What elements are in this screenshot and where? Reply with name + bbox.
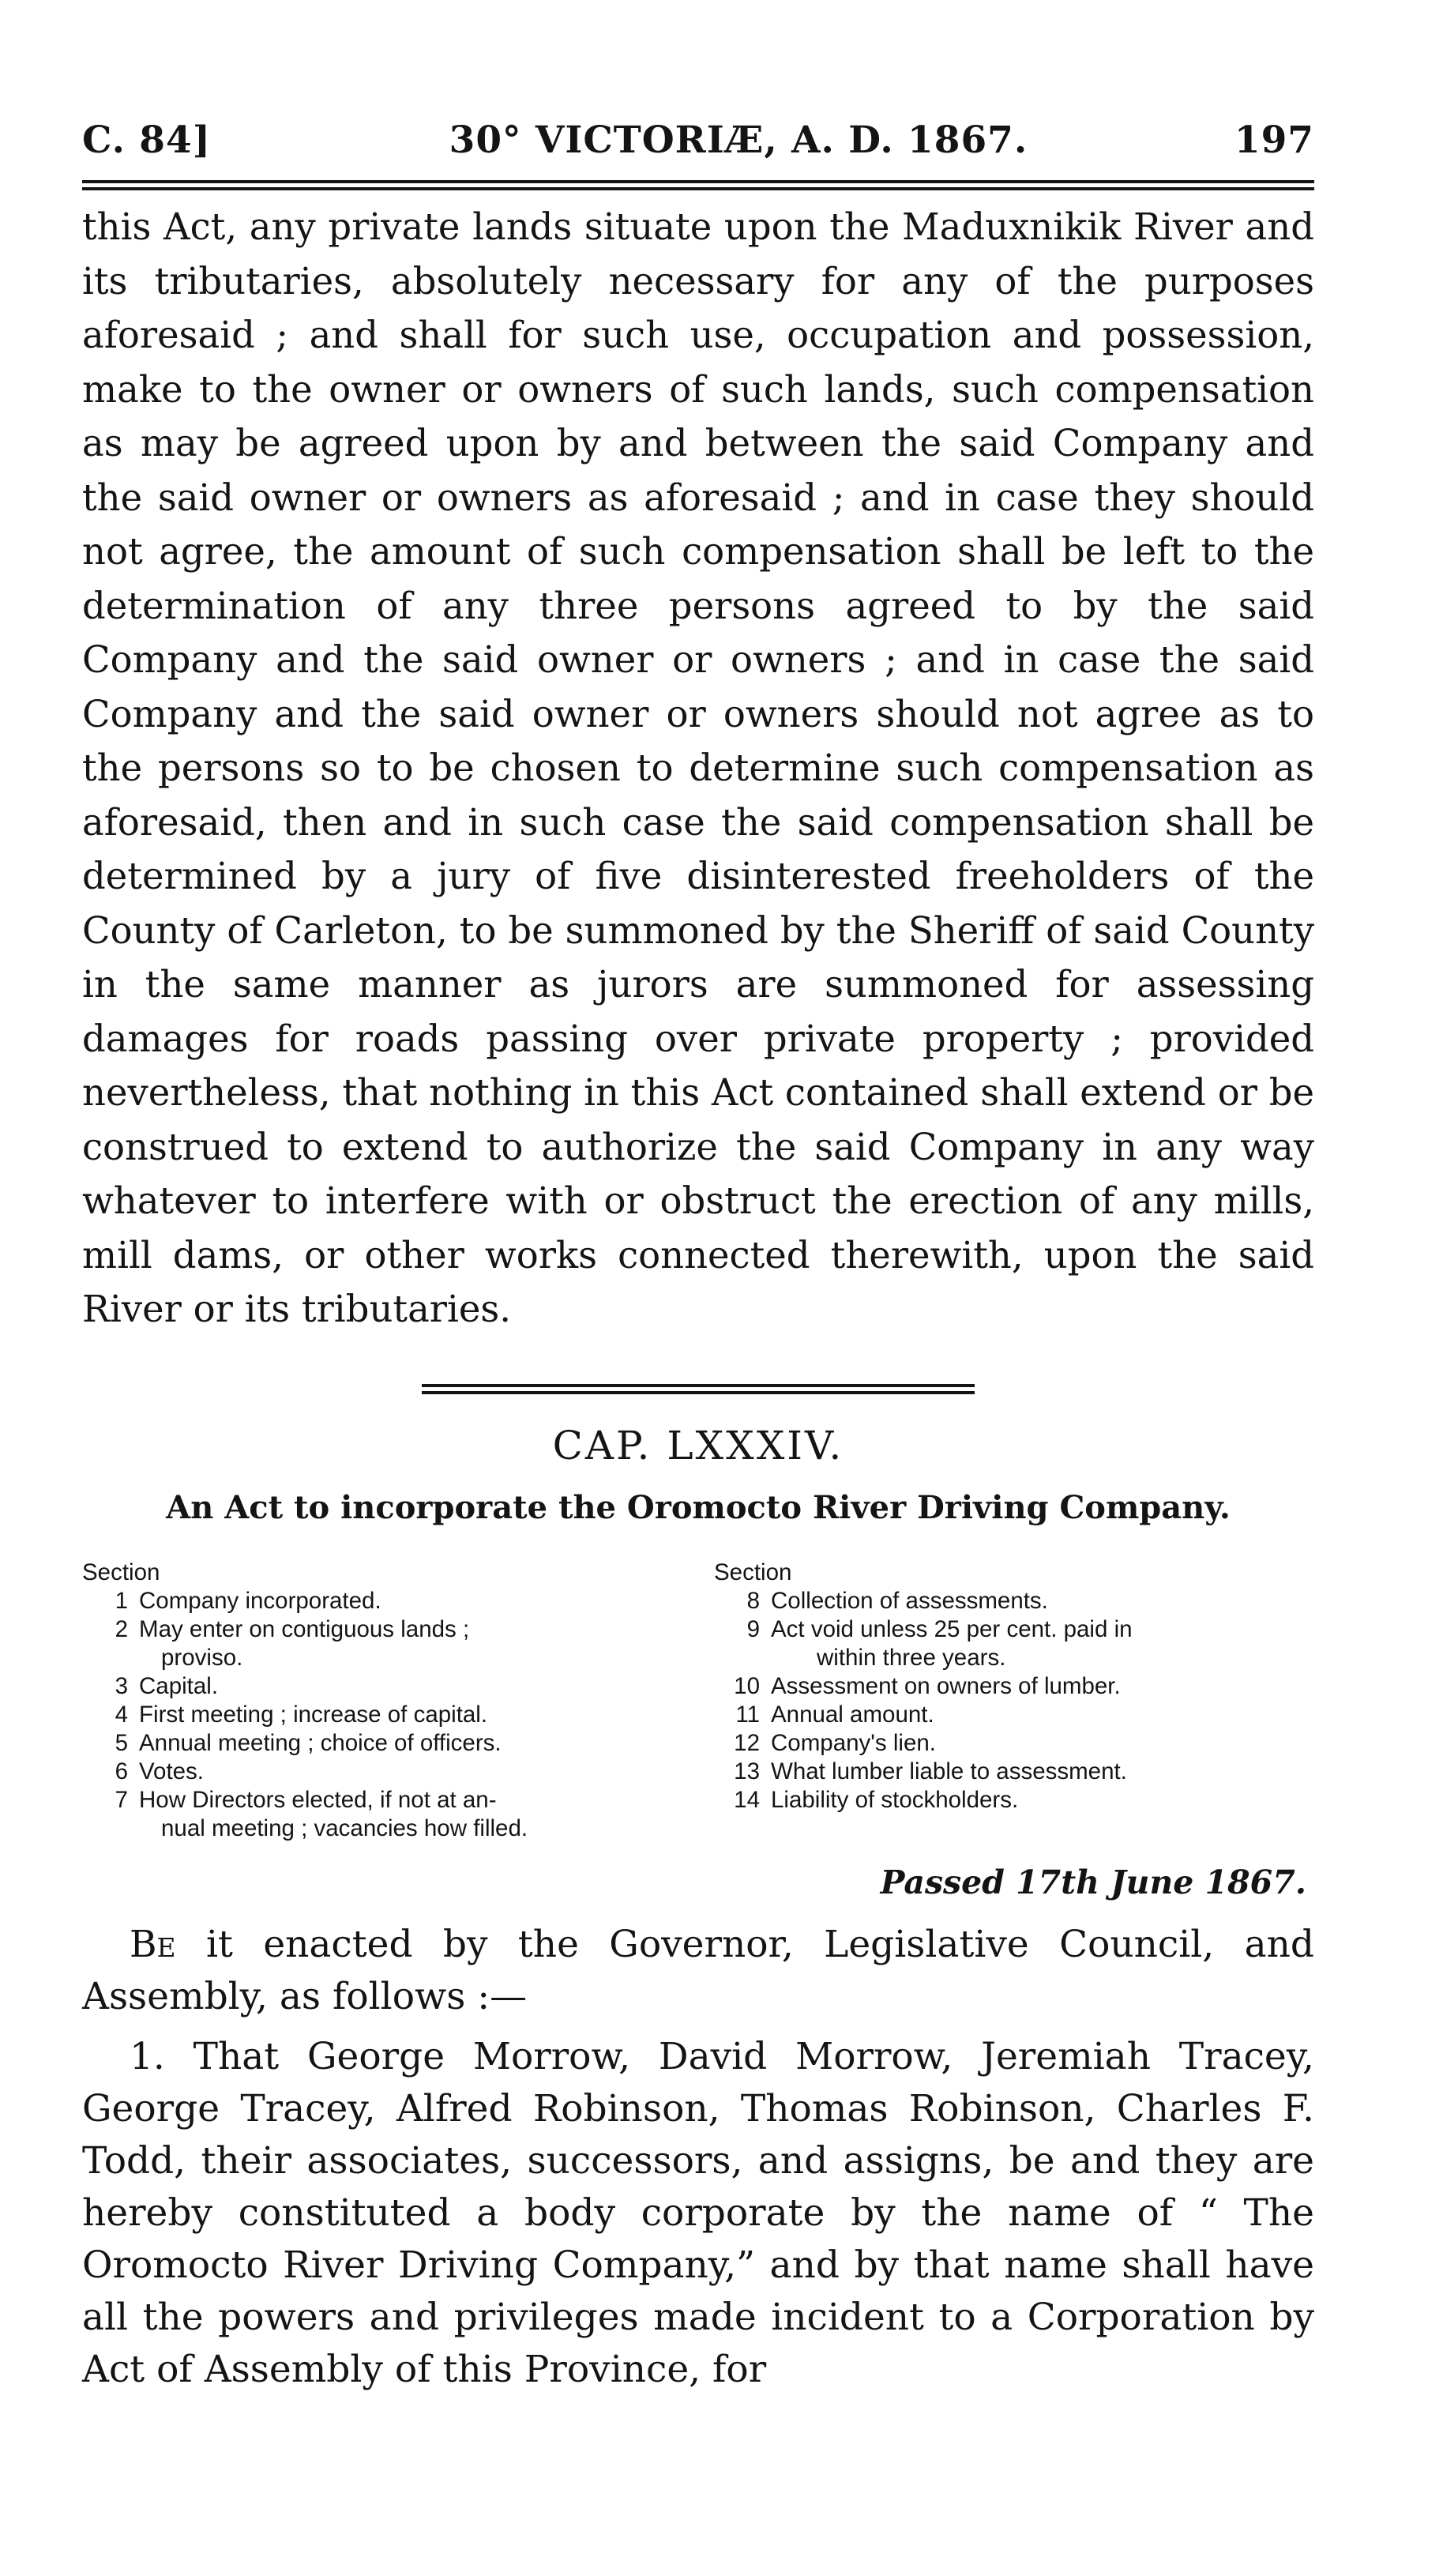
section-description-continued: nual meeting ; vacancies how filled. [161, 1814, 528, 1841]
header-double-rule [82, 180, 1314, 190]
section-description: Collection of assessments. [771, 1587, 1048, 1614]
section-number: 7 [115, 1786, 128, 1813]
section-description: Act void unless 25 per cent. paid in [771, 1615, 1133, 1642]
page-number: 197 [1234, 118, 1314, 162]
section-label: Section [82, 1559, 160, 1585]
section-number: 4 [115, 1701, 128, 1728]
enacting-clause [82, 1919, 1314, 2023]
section-number: 1 [115, 1587, 128, 1614]
section-index-item [714, 1758, 1314, 1786]
section-index-item [714, 1587, 1314, 1615]
continued-paragraph: this Act, any private lands situate upon the Maduxnikik River and its tributaries, absolutely necessary for any of the purposes aforesaid ; and shall for such use, occupation and possession, make to the owner or owners of such lands, such compensation as may be agreed upon by and between the said Company and the said owner or owners as aforesaid ; and in case they should not agree, the amount of such compensation shall be left to the determination of any three persons agreed to by the said Company and the said owner or owners ; and in case the said Company and the said owner or owners should not agree as to the persons so to be chosen to determine such compensation as aforesaid, then and in such case the said compensation shall be determined by a jury of five disinterested freeholders of the County of Carleton, to be summoned by the Sheriff of said County in the same manner as jurors are summoned for assessing damages for roads passing over private property ; provided nevertheless, that nothing in this Act contained shall extend or be construed to extend to authorize the said Company in any way whatever to interfere with or obstruct the erection of any mills, mill dams, or other works connected therewith, upon the said River or its tributaries. [82, 205, 1314, 1330]
passed-date: Passed 17th June 1867. [880, 1863, 1306, 1901]
section-number: 10 [734, 1672, 760, 1699]
section-index-item [82, 1701, 714, 1729]
chapter-heading: CAP. LXXXIV. [552, 1422, 844, 1469]
running-title: 30° VICTORIÆ, A. D. 1867. [449, 118, 1028, 162]
section-index-item [82, 1615, 714, 1644]
section-description: May enter on contiguous lands ; [139, 1615, 470, 1642]
section-description: Annual meeting ; choice of officers. [139, 1729, 502, 1756]
section-description-continued: proviso. [161, 1644, 243, 1671]
section-1-text: 1. That George Morrow, David Morrow, Jeremiah Tracey, George Tracey, Alfred Robinson, Thomas Robinson, Charles F. Todd, their associates, successors, and assigns, be and they are hereby constituted a body corporate by the name of “ The Oromocto River Driving Company,” and by that name shall have all the powers and privileges made incident to a Corporation by Act of Assembly of this Province, for [82, 2034, 1314, 2391]
section-index-left-column [82, 1559, 714, 1843]
section-number: 9 [746, 1615, 760, 1642]
section-description-continued: within three years. [817, 1644, 1006, 1671]
section-index-item [714, 1701, 1314, 1729]
enacting-text: it enacted by the Governor, Legislative Council, and Assembly, as follows :— [82, 1922, 1314, 2018]
section-description: Liability of stockholders. [771, 1786, 1019, 1813]
section-description: Capital. [139, 1672, 219, 1699]
document-page [82, 118, 1314, 2396]
chapter-separator-rule [422, 1384, 975, 1394]
section-number: 6 [115, 1758, 128, 1784]
section-index-item [714, 1786, 1314, 1814]
section-number: 13 [734, 1758, 760, 1784]
section-index-item [82, 1587, 714, 1615]
chapter-reference: C. 84] [82, 118, 211, 162]
running-header [82, 118, 1314, 174]
section-number: 3 [115, 1672, 128, 1699]
section-description: Votes. [139, 1758, 205, 1784]
section-description: How Directors elected, if not at an- [139, 1786, 497, 1813]
section-description: Annual amount. [771, 1701, 934, 1728]
section-index-item [82, 1758, 714, 1786]
section-description: First meeting ; increase of capital. [139, 1701, 488, 1728]
section-index-item [714, 1672, 1314, 1701]
section-index-item [714, 1615, 1314, 1644]
section-description: Company incorporated. [139, 1587, 381, 1614]
section-description: What lumber liable to assessment. [771, 1758, 1127, 1784]
section-number: 2 [115, 1615, 128, 1642]
section-description: Assessment on owners of lumber. [771, 1672, 1121, 1699]
section-number: 12 [734, 1729, 760, 1756]
section-number: 14 [734, 1786, 760, 1813]
section-index-item [82, 1729, 714, 1758]
section-index-item [82, 1672, 714, 1701]
section-index [82, 1559, 1314, 1843]
section-number: 8 [746, 1587, 760, 1614]
act-title: An Act to incorporate the Oromocto River Driving Company. [166, 1488, 1231, 1526]
section-index-item [82, 1786, 714, 1814]
section-number: 5 [115, 1729, 128, 1756]
enacting-first-word: Be [130, 1922, 176, 1966]
section-label: Section [714, 1559, 792, 1585]
section-description: Company's lien. [771, 1729, 936, 1756]
section-number: 11 [735, 1701, 760, 1728]
section-index-right-column [714, 1559, 1314, 1843]
section-index-item [714, 1729, 1314, 1758]
